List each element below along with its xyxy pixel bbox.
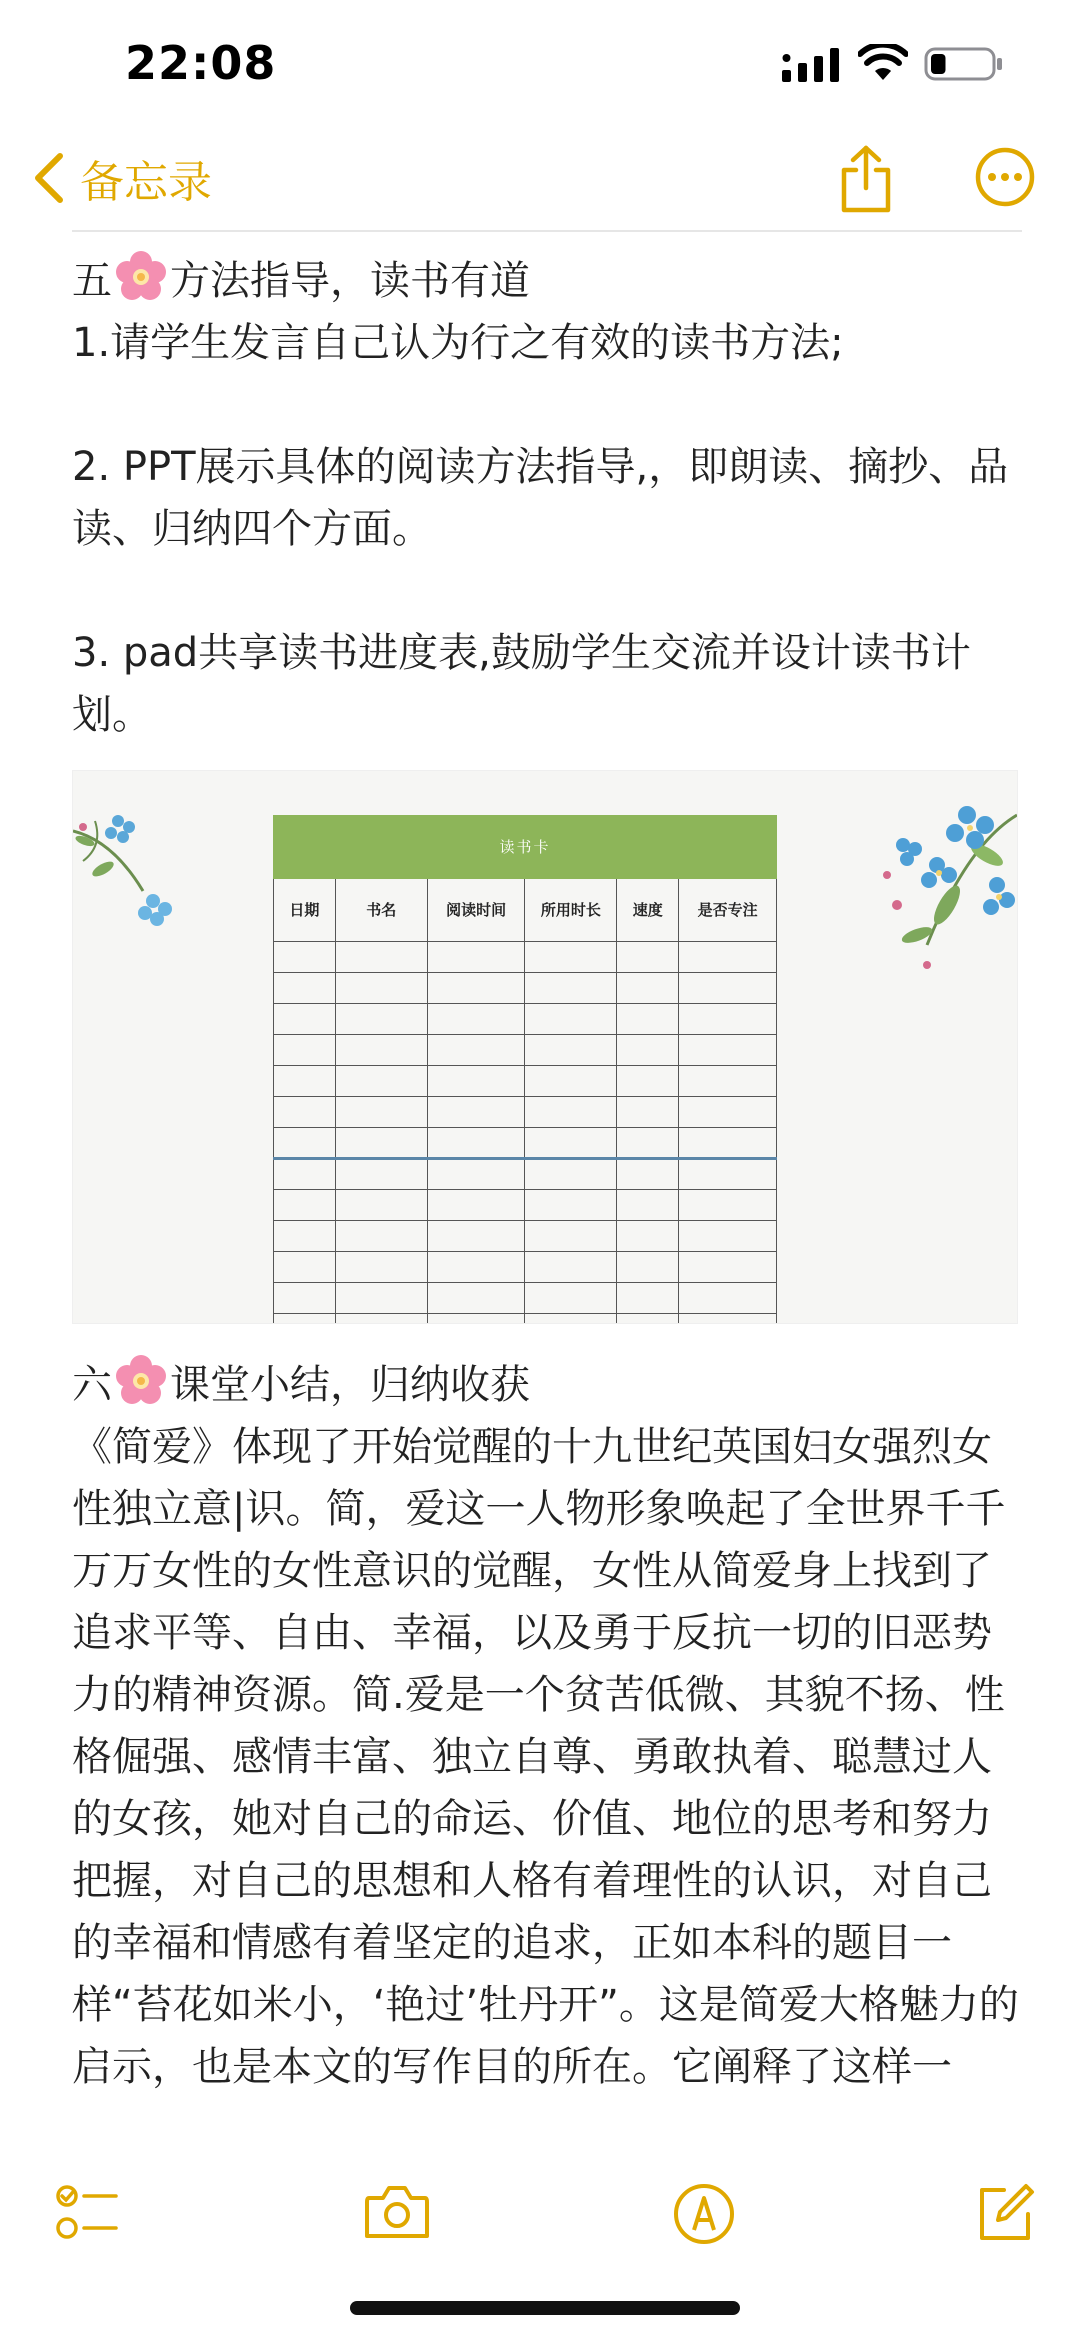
table-cell [617, 1035, 679, 1066]
back-label: 备忘录 [80, 157, 212, 208]
table-cell [679, 1035, 777, 1066]
table-row [274, 1283, 777, 1314]
table-cell [274, 1221, 336, 1252]
table-cell [525, 1252, 617, 1283]
table-cell [274, 1159, 336, 1190]
wifi-icon [858, 44, 908, 82]
table-cell [274, 1066, 336, 1097]
table-cell [427, 942, 525, 973]
table-row [274, 1097, 777, 1128]
table-row [274, 1190, 777, 1221]
table-cell [679, 1283, 777, 1314]
table-cell [427, 1004, 525, 1035]
column-header: 所用时长 [525, 879, 617, 942]
markup-pen-icon[interactable] [672, 2182, 736, 2246]
table-cell [617, 1159, 679, 1190]
section5-prefix: 五 [72, 258, 112, 304]
table-cell [274, 1128, 336, 1159]
table-cell [274, 1035, 336, 1066]
more-icon[interactable] [974, 146, 1036, 208]
table-cell [525, 1035, 617, 1066]
nav-divider [72, 230, 1022, 232]
table-cell [525, 973, 617, 1004]
table-cell [679, 1004, 777, 1035]
signal-icon [782, 48, 840, 82]
table-row [274, 1314, 777, 1325]
table-cell [525, 1097, 617, 1128]
table-cell [617, 1004, 679, 1035]
column-header: 是否专注 [679, 879, 777, 942]
column-header: 阅读时间 [427, 879, 525, 942]
table-cell [274, 1097, 336, 1128]
table-cell [427, 1066, 525, 1097]
table-cell [335, 1035, 427, 1066]
table-cell [679, 1190, 777, 1221]
table-cell [335, 1314, 427, 1325]
table-cell [617, 1252, 679, 1283]
status-bar [0, 0, 1080, 130]
forget-me-not-decoration-icon [867, 785, 1017, 985]
table-cell [679, 1128, 777, 1159]
table-row [274, 1221, 777, 1252]
table-row [274, 1066, 777, 1097]
table-cell [274, 942, 336, 973]
table-cell [335, 1190, 427, 1221]
table-cell [679, 973, 777, 1004]
table-cell [335, 1221, 427, 1252]
table-cell [335, 1066, 427, 1097]
nav-bar [0, 130, 1080, 230]
table-cell [525, 1190, 617, 1221]
table-cell [525, 1128, 617, 1159]
table-cell [617, 1190, 679, 1221]
note-body[interactable] [72, 250, 1022, 2098]
column-header: 书名 [335, 879, 427, 942]
flower-emoji-icon [114, 1354, 168, 1408]
table-cell [679, 942, 777, 973]
table-row [274, 1035, 777, 1066]
table-cell [617, 1283, 679, 1314]
table-cell [617, 1097, 679, 1128]
table-cell [427, 1190, 525, 1221]
checklist-icon[interactable] [56, 2182, 120, 2244]
reading-card-image[interactable] [72, 770, 1018, 1324]
table-row [274, 973, 777, 1004]
table-cell [617, 1128, 679, 1159]
flower-emoji-icon [114, 250, 168, 304]
item-3: 3. pad共享读书进度表,鼓励学生交流并设计读书计划。 [72, 630, 971, 738]
table-cell [525, 1066, 617, 1097]
table-row [274, 1159, 777, 1190]
table-cell [335, 1159, 427, 1190]
item-2: 2. PPT展示具体的阅读方法指导,，即朗读、摘抄、品读、归纳四个方面。 [72, 444, 1009, 552]
table-cell [427, 1128, 525, 1159]
table-cell [525, 1283, 617, 1314]
reading-card-table [273, 815, 777, 1324]
home-indicator[interactable] [350, 2301, 740, 2315]
table-cell [427, 1159, 525, 1190]
table-cell [335, 1128, 427, 1159]
table-row [274, 1004, 777, 1035]
table-cell [274, 1004, 336, 1035]
table-cell [525, 1221, 617, 1252]
status-time: 22:08 [125, 36, 277, 90]
table-cell [427, 1035, 525, 1066]
table-row [274, 1252, 777, 1283]
share-icon[interactable] [836, 144, 896, 214]
table-cell [679, 1097, 777, 1128]
table-cell [335, 973, 427, 1004]
table-cell [335, 942, 427, 973]
bottom-toolbar [0, 2160, 1080, 2290]
flower-decoration-icon [73, 791, 183, 941]
back-button[interactable] [30, 146, 212, 210]
table-cell [427, 1314, 525, 1325]
table-cell [617, 1066, 679, 1097]
table-row [274, 942, 777, 973]
table-cell [525, 942, 617, 973]
table-cell [427, 973, 525, 1004]
table-header-row [274, 879, 777, 942]
table-cell [679, 1066, 777, 1097]
table-cell [617, 1221, 679, 1252]
table-cell [525, 1004, 617, 1035]
table-cell [679, 1221, 777, 1252]
table-cell [274, 1314, 336, 1325]
table-cell [617, 1314, 679, 1325]
table-cell [427, 1252, 525, 1283]
table-cell [617, 942, 679, 973]
table-cell [274, 1252, 336, 1283]
section5-title: 方法指导，读书有道 [170, 258, 530, 304]
table-row [274, 1128, 777, 1159]
camera-icon[interactable] [363, 2182, 431, 2242]
section6-heading [72, 1354, 1022, 1416]
section6-title: 课堂小结，归纳收获 [170, 1362, 530, 1408]
column-header: 日期 [274, 879, 336, 942]
table-cell [335, 1252, 427, 1283]
table-cell [274, 973, 336, 1004]
table-cell [274, 1283, 336, 1314]
table-cell [427, 1097, 525, 1128]
section6-prefix: 六 [72, 1362, 112, 1408]
table-cell [525, 1159, 617, 1190]
section5-heading [72, 250, 1022, 312]
table-cell [525, 1314, 617, 1325]
table-cell [335, 1097, 427, 1128]
column-header: 速度 [617, 879, 679, 942]
table-cell [617, 973, 679, 1004]
table-cell [679, 1252, 777, 1283]
table-cell [679, 1159, 777, 1190]
reading-card-title: 读书卡 [274, 816, 777, 879]
table-cell [427, 1221, 525, 1252]
table-cell [335, 1004, 427, 1035]
summary-paragraph: 《简爱》体现了开始觉醒的十九世纪英国妇女强烈女性独立意|识。简，爱这一人物形象唤起了全世界千千万万女性的女性意识的觉醒，女性从简爱身上找到了追求平等、自由、幸福，以及勇于反抗一切的旧恶势力的精神资源。简.爱是一个贫苦低微、其貌不扬、性格倔强、感情丰富、独立自尊、勇敢执着、聪慧过人的女孩，她对自己的命运、价值、地位的思考和努力把握，对自己的思想和人格有着理性的认识，对自己的幸福和情感有着坚定的追求，正如本科的题目一样“苔花如米小，‘艳过’牡丹开”。这是简爱大格魅力的启示，也是本文的写作目的所在。它阐释了这样一 [72, 1424, 1019, 2090]
table-cell [274, 1190, 336, 1221]
chevron-left-icon [30, 150, 66, 206]
item-1: 1.请学生发言自己认为行之有效的读书方法; [72, 320, 844, 366]
table-cell [335, 1283, 427, 1314]
table-cell [679, 1314, 777, 1325]
compose-icon[interactable] [974, 2182, 1036, 2244]
battery-icon [924, 46, 1004, 82]
table-cell [427, 1283, 525, 1314]
